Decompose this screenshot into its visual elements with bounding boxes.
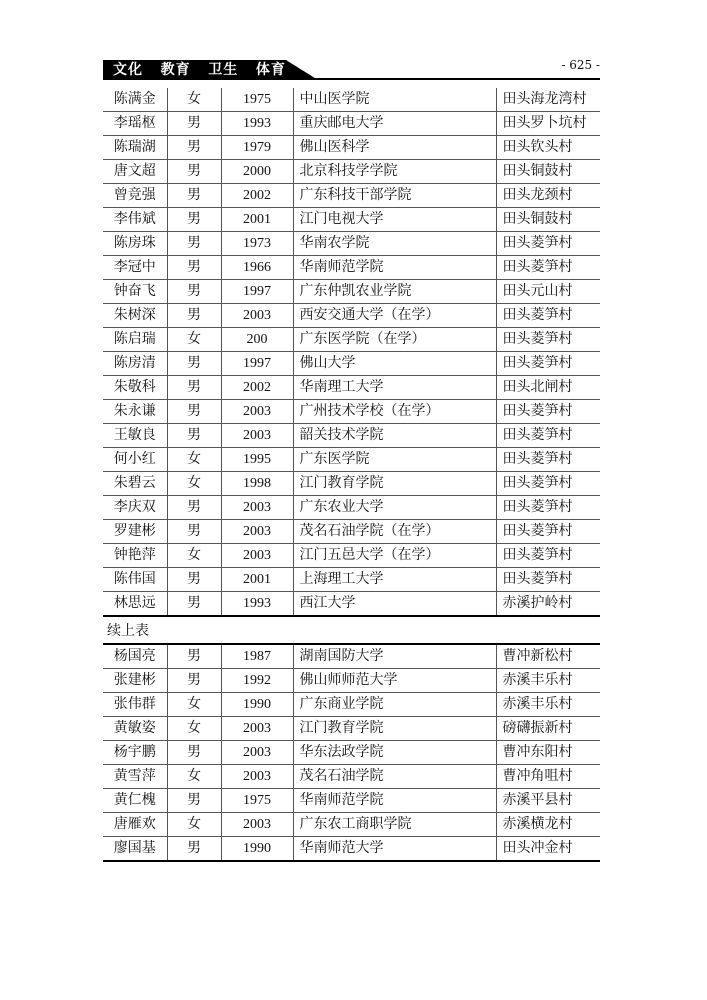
person-name-cell: 唐文超 (103, 160, 167, 184)
person-name-cell: 陈伟国 (103, 568, 167, 592)
person-name-cell: 廖国基 (103, 837, 167, 862)
person-name-cell: 钟奋飞 (103, 280, 167, 304)
graduation-year-cell: 1997 (221, 352, 293, 376)
table-row (103, 544, 600, 568)
home-village-cell: 赤溪平县村 (496, 789, 600, 813)
home-village-cell: 田头菱笋村 (496, 568, 600, 592)
table-row (103, 352, 600, 376)
school-name-cell: 广东医学院（在学） (293, 328, 496, 352)
school-name-cell: 华东法政学院 (293, 741, 496, 765)
home-village-cell: 田头龙颈村 (496, 184, 600, 208)
home-village-cell: 田头菱笋村 (496, 424, 600, 448)
table-row (103, 568, 600, 592)
person-name-cell: 黄敏姿 (103, 717, 167, 741)
table-row (103, 765, 600, 789)
gender-cell: 男 (167, 136, 221, 160)
home-village-cell: 赤溪丰乐村 (496, 669, 600, 693)
graduation-year-cell: 2000 (221, 160, 293, 184)
person-name-cell: 黄雪萍 (103, 765, 167, 789)
graduation-year-cell: 2003 (221, 304, 293, 328)
graduation-year-cell: 200 (221, 328, 293, 352)
home-village-cell: 磅礴振新村 (496, 717, 600, 741)
school-name-cell: 茂名石油学院（在学） (293, 520, 496, 544)
gender-cell: 男 (167, 496, 221, 520)
gender-cell: 女 (167, 717, 221, 741)
gender-cell: 男 (167, 520, 221, 544)
person-name-cell: 陈瑞湖 (103, 136, 167, 160)
continued-table-label: 续上表 (107, 623, 149, 639)
graduation-year-cell: 2003 (221, 741, 293, 765)
home-village-cell: 田头菱笋村 (496, 352, 600, 376)
gender-cell: 男 (167, 837, 221, 862)
school-name-cell: 韶关技术学院 (293, 424, 496, 448)
school-name-cell: 重庆邮电大学 (293, 112, 496, 136)
school-name-cell: 上海理工大学 (293, 568, 496, 592)
school-name-cell: 广州技术学校（在学） (293, 400, 496, 424)
person-name-cell: 陈房珠 (103, 232, 167, 256)
table-row (103, 280, 600, 304)
gender-cell: 女 (167, 765, 221, 789)
person-name-cell: 陈房清 (103, 352, 167, 376)
graduates-table (103, 88, 600, 617)
graduation-year-cell: 2003 (221, 520, 293, 544)
graduation-year-cell: 2001 (221, 208, 293, 232)
school-name-cell: 广东医学院 (293, 448, 496, 472)
home-village-cell: 赤溪丰乐村 (496, 693, 600, 717)
gender-cell: 男 (167, 160, 221, 184)
home-village-cell: 田头菱笋村 (496, 328, 600, 352)
graduation-year-cell: 1993 (221, 112, 293, 136)
gender-cell: 男 (167, 592, 221, 617)
school-name-cell: 江门五邑大学（在学） (293, 544, 496, 568)
school-name-cell: 江门教育学院 (293, 717, 496, 741)
graduates-table-continued (103, 643, 600, 862)
graduation-year-cell: 2003 (221, 765, 293, 789)
home-village-cell: 赤溪护岭村 (496, 592, 600, 617)
school-name-cell: 华南师范大学 (293, 837, 496, 862)
school-name-cell: 华南师范学院 (293, 256, 496, 280)
table-row (103, 376, 600, 400)
home-village-cell: 田头菱笋村 (496, 472, 600, 496)
gender-cell: 男 (167, 741, 221, 765)
gender-cell: 女 (167, 693, 221, 717)
home-village-cell: 田头菱笋村 (496, 544, 600, 568)
gender-cell: 男 (167, 424, 221, 448)
page-number: - 625 - (561, 58, 600, 72)
table-row (103, 520, 600, 544)
section-title: 文化 教育 卫生 体育 (113, 62, 286, 78)
school-name-cell: 华南师范学院 (293, 789, 496, 813)
gender-cell: 女 (167, 328, 221, 352)
graduation-year-cell: 1992 (221, 669, 293, 693)
person-name-cell: 曾竞强 (103, 184, 167, 208)
table-row (103, 328, 600, 352)
table-row (103, 184, 600, 208)
school-name-cell: 广东农业大学 (293, 496, 496, 520)
graduation-year-cell: 1987 (221, 644, 293, 669)
home-village-cell: 曹冲角咀村 (496, 765, 600, 789)
person-name-cell: 唐雁欢 (103, 813, 167, 837)
graduation-year-cell: 1998 (221, 472, 293, 496)
home-village-cell: 赤溪横龙村 (496, 813, 600, 837)
person-name-cell: 李庆双 (103, 496, 167, 520)
gender-cell: 男 (167, 208, 221, 232)
gender-cell: 男 (167, 232, 221, 256)
school-name-cell: 广东商业学院 (293, 693, 496, 717)
home-village-cell: 田头菱笋村 (496, 304, 600, 328)
table-row (103, 448, 600, 472)
home-village-cell: 田头菱笋村 (496, 448, 600, 472)
person-name-cell: 何小红 (103, 448, 167, 472)
graduation-year-cell: 2003 (221, 424, 293, 448)
table-row (103, 741, 600, 765)
school-name-cell: 西安交通大学（在学） (293, 304, 496, 328)
gender-cell: 男 (167, 789, 221, 813)
table-row (103, 400, 600, 424)
home-village-cell: 田头罗卜坑村 (496, 112, 600, 136)
home-village-cell: 田头菱笋村 (496, 232, 600, 256)
gender-cell: 女 (167, 448, 221, 472)
home-village-cell: 田头海龙湾村 (496, 88, 600, 112)
table-row (103, 160, 600, 184)
gender-cell: 男 (167, 644, 221, 669)
table-row (103, 208, 600, 232)
graduation-year-cell: 2003 (221, 717, 293, 741)
person-name-cell: 杨宇鹏 (103, 741, 167, 765)
school-name-cell: 佛山师师范大学 (293, 669, 496, 693)
school-name-cell: 西江大学 (293, 592, 496, 617)
table-row (103, 592, 600, 617)
home-village-cell: 田头铜鼓村 (496, 160, 600, 184)
person-name-cell: 朱永谦 (103, 400, 167, 424)
gender-cell: 男 (167, 184, 221, 208)
person-name-cell: 陈满金 (103, 88, 167, 112)
header-rule (103, 78, 600, 80)
table-row (103, 496, 600, 520)
gender-cell: 男 (167, 352, 221, 376)
table-row (103, 424, 600, 448)
person-name-cell: 罗建彬 (103, 520, 167, 544)
school-name-cell: 华南理工大学 (293, 376, 496, 400)
person-name-cell: 黄仁槐 (103, 789, 167, 813)
home-village-cell: 田头菱笋村 (496, 496, 600, 520)
school-name-cell: 中山医学院 (293, 88, 496, 112)
gender-cell: 男 (167, 568, 221, 592)
graduation-year-cell: 2002 (221, 184, 293, 208)
school-name-cell: 广东仲凯农业学院 (293, 280, 496, 304)
school-name-cell: 江门教育学院 (293, 472, 496, 496)
school-name-cell: 广东科技干部学院 (293, 184, 496, 208)
home-village-cell: 田头菱笋村 (496, 400, 600, 424)
graduation-year-cell: 1993 (221, 592, 293, 617)
person-name-cell: 林思远 (103, 592, 167, 617)
gender-cell: 男 (167, 376, 221, 400)
graduation-year-cell: 2002 (221, 376, 293, 400)
table-row (103, 789, 600, 813)
table-row (103, 472, 600, 496)
graduation-year-cell: 2001 (221, 568, 293, 592)
person-name-cell: 李冠中 (103, 256, 167, 280)
gender-cell: 女 (167, 472, 221, 496)
gender-cell: 男 (167, 669, 221, 693)
home-village-cell: 田头钦头村 (496, 136, 600, 160)
home-village-cell: 田头铜鼓村 (496, 208, 600, 232)
school-name-cell: 佛山大学 (293, 352, 496, 376)
graduation-year-cell: 1997 (221, 280, 293, 304)
graduation-year-cell: 1973 (221, 232, 293, 256)
graduation-year-cell: 1975 (221, 789, 293, 813)
table-row (103, 837, 600, 862)
school-name-cell: 湖南国防大学 (293, 644, 496, 669)
table-row (103, 717, 600, 741)
table-row (103, 644, 600, 669)
person-name-cell: 李伟斌 (103, 208, 167, 232)
home-village-cell: 田头菱笋村 (496, 520, 600, 544)
gender-cell: 男 (167, 112, 221, 136)
graduation-year-cell: 1975 (221, 88, 293, 112)
person-name-cell: 钟艳萍 (103, 544, 167, 568)
graduation-year-cell: 2003 (221, 544, 293, 568)
person-name-cell: 朱敬科 (103, 376, 167, 400)
table-row (103, 136, 600, 160)
graduation-year-cell: 1990 (221, 693, 293, 717)
school-name-cell: 北京科技学学院 (293, 160, 496, 184)
table-row (103, 88, 600, 112)
graduation-year-cell: 1966 (221, 256, 293, 280)
graduation-year-cell: 2003 (221, 496, 293, 520)
table-row (103, 693, 600, 717)
school-name-cell: 江门电视大学 (293, 208, 496, 232)
home-village-cell: 田头菱笋村 (496, 256, 600, 280)
table-row (103, 256, 600, 280)
gender-cell: 男 (167, 256, 221, 280)
person-name-cell: 张伟群 (103, 693, 167, 717)
gender-cell: 女 (167, 88, 221, 112)
person-name-cell: 朱树深 (103, 304, 167, 328)
table-row (103, 232, 600, 256)
graduation-year-cell: 1995 (221, 448, 293, 472)
person-name-cell: 陈启瑞 (103, 328, 167, 352)
school-name-cell: 茂名石油学院 (293, 765, 496, 789)
home-village-cell: 曹冲新松村 (496, 644, 600, 669)
person-name-cell: 杨国亮 (103, 644, 167, 669)
graduation-year-cell: 1990 (221, 837, 293, 862)
home-village-cell: 田头元山村 (496, 280, 600, 304)
table-row (103, 669, 600, 693)
graduation-year-cell: 1979 (221, 136, 293, 160)
person-name-cell: 李瑶枢 (103, 112, 167, 136)
gender-cell: 男 (167, 280, 221, 304)
graduation-year-cell: 2003 (221, 813, 293, 837)
gender-cell: 女 (167, 544, 221, 568)
gender-cell: 男 (167, 304, 221, 328)
home-village-cell: 田头冲金村 (496, 837, 600, 862)
school-name-cell: 佛山医科学 (293, 136, 496, 160)
person-name-cell: 朱碧云 (103, 472, 167, 496)
table-row (103, 813, 600, 837)
table-row (103, 112, 600, 136)
home-village-cell: 田头北闸村 (496, 376, 600, 400)
person-name-cell: 王敏良 (103, 424, 167, 448)
person-name-cell: 张建彬 (103, 669, 167, 693)
home-village-cell: 曹冲东阳村 (496, 741, 600, 765)
gender-cell: 女 (167, 813, 221, 837)
school-name-cell: 华南农学院 (293, 232, 496, 256)
graduation-year-cell: 2003 (221, 400, 293, 424)
gender-cell: 男 (167, 400, 221, 424)
table-row (103, 304, 600, 328)
school-name-cell: 广东农工商职学院 (293, 813, 496, 837)
